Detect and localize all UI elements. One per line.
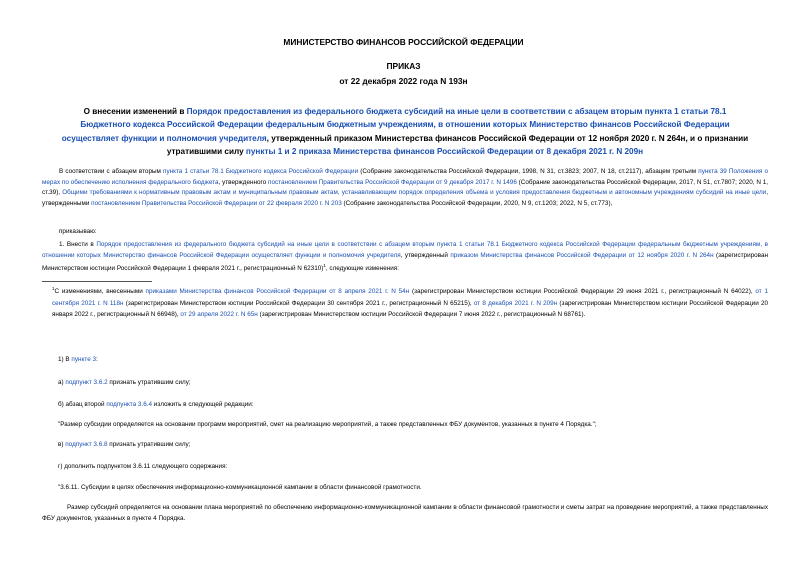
text: (Собрание законодательства Российской Федерации, 1998, N 31, ст.3823; 2007, N 18, ст.2117), абзацем третьим bbox=[358, 168, 699, 175]
link-order-264n[interactable]: приказом Министерства финансов Российской Федерации от 12 ноября 2020 г. N 264н bbox=[450, 251, 714, 259]
text: 1. Внести в bbox=[59, 241, 97, 248]
text: , утвержденный bbox=[400, 251, 451, 259]
text: в) bbox=[58, 441, 66, 448]
link-3-6-2[interactable]: подпункт 3.6.2 bbox=[65, 379, 108, 386]
text: В соответствии с абзацем вторым bbox=[59, 168, 164, 175]
ministry-heading: МИНИСТЕРСТВО ФИНАНСОВ РОССИЙСКОЙ ФЕДЕРАЦИИ bbox=[283, 37, 524, 47]
link-order-118n[interactable]: от 1 сентября 2021 г. N 118н bbox=[52, 288, 768, 307]
subitem-v bbox=[58, 440, 190, 450]
text: (зарегистрирован Министерством юстиции Российской Федерации 7 июня 2022 г., регистрационный N 68761). bbox=[257, 311, 586, 319]
footnote-divider bbox=[42, 281, 152, 282]
text: признать утратившим силу; bbox=[107, 379, 191, 386]
preamble-paragraph bbox=[42, 167, 768, 209]
link-3-6-4[interactable]: подпункта 3.6.4 bbox=[106, 401, 153, 408]
footnote bbox=[52, 283, 768, 321]
subitem-a bbox=[58, 378, 191, 388]
text: а) bbox=[58, 379, 66, 386]
subitem-g: г) дополнить подпунктом 3.6.11 следующего содержания: bbox=[58, 463, 228, 470]
link-procedure[interactable]: Порядок предоставления из федерального бюджета субсидий на иные цели в соответствии с абзацем вторым пункта 1 статьи 78.1 Бюджетного кодекса Российской Федерации федеральным бюджетным учреждениям, в отношении которых Министерство финансов Российской Федерации осуществляет функции и полномочия учредителя bbox=[42, 241, 768, 259]
link-3-6-8[interactable]: подпункт 3.6.8 bbox=[65, 441, 108, 448]
text: изложить в следующей редакции: bbox=[152, 401, 254, 408]
link-order-65n[interactable]: от 29 апреля 2022 г. N 65н bbox=[180, 311, 258, 319]
link-regulation-39[interactable]: пункта 39 Положения о мерах по обеспечению исполнения федерального бюджета bbox=[42, 168, 768, 186]
order-word: приказываю: bbox=[59, 228, 97, 235]
link-general-requirements[interactable]: Общими требованиями к нормативным правовым актам и муниципальным правовым актам, устанавливающим порядок определения объема и условия предоставления бюджетным и автономным учреждениям субсидий на иные цели bbox=[62, 189, 767, 197]
link-resolution-203[interactable]: постановлением Правительства Российской Федерации от 22 февраля 2020 г. N 203 bbox=[91, 199, 342, 207]
link-resolution-1496[interactable]: постановлением Правительства Российской Федерации от 9 декабря 2017 г. N 1496 bbox=[268, 178, 517, 186]
text: (зарегистрирован Министерством юстиции Российской Федерации 1 февраля 2021 г., регистрационный N 62310) bbox=[42, 251, 769, 273]
text: (зарегистрирован Министерством юстиции Российской Федерации 29 июня 2021 г., регистрационный N 64022), bbox=[409, 288, 756, 296]
subitem-b bbox=[58, 400, 254, 410]
text: 1) В bbox=[58, 356, 72, 363]
link-item-3[interactable]: пункте 3 bbox=[71, 356, 97, 363]
footnote-ref[interactable]: 1 bbox=[323, 263, 326, 269]
text: б) абзац второй bbox=[58, 401, 107, 408]
link-budget-code[interactable]: пункта 1 статьи 78.1 Бюджетного кодекса Российской Федерации bbox=[163, 168, 359, 175]
quote-3-6-4: "Размер субсидии определяется на основании программ мероприятий, смет на реализацию мероприятий, а также представленных ФБУ документов, указанных в пункте 4 Порядка."; bbox=[58, 421, 597, 428]
text: , утвержденными bbox=[42, 189, 768, 207]
text: С изменениями, внесенными bbox=[54, 288, 146, 296]
item-1-paragraph bbox=[42, 240, 768, 275]
subitem-1 bbox=[58, 355, 98, 365]
quote-3-6-11-size: Размер субсидий определяется на основании плана мероприятий по обеспечению информационно-коммуникационной кампании в области финансовой грамотности и сметы затрат на проведение мероприятий, а также представленных ФБУ документов, указанных в пункте 4 Порядка. bbox=[42, 504, 768, 522]
title-link-items[interactable]: пункты 1 и 2 приказа Министерства финансов Российской Федерации от 8 декабря 2021 г. N 209н bbox=[245, 146, 644, 156]
text: : bbox=[96, 356, 98, 363]
quote-3-6-11: "3.6.11. Субсидии в целях обеспечения информационно-коммуникационной кампании в области финансовой грамотности. bbox=[58, 484, 422, 491]
title-text-2: , утвержденный приказом Министерства финансов Российской Федерации от 12 ноября 2020 г. N 264н, и о признании утратившими силу bbox=[166, 133, 749, 156]
link-order-209n[interactable]: от 8 декабря 2021 г. N 209н bbox=[473, 299, 558, 307]
link-order-54n[interactable]: приказами Министерства финансов Российской Федерации от 8 апреля 2021 г. N 54н bbox=[145, 288, 410, 296]
text: признать утратившим силу; bbox=[107, 441, 191, 448]
text: , следующие изменения: bbox=[325, 265, 399, 273]
document-title bbox=[60, 105, 750, 158]
title-text-1: О внесении изменений в bbox=[83, 107, 187, 116]
text: (зарегистрирован Министерством юстиции Российской Федерации 20 января 2022 г., регистрационный N 66948), bbox=[52, 299, 769, 319]
doc-type-heading: ПРИКАЗ bbox=[386, 61, 421, 71]
text: , утвержденного bbox=[218, 178, 269, 186]
text: (Собрание законодательства Российской Федерации, 2020, N 9, ст.1203; 2022, N 5, ст.773), bbox=[341, 199, 613, 207]
title-link-order[interactable]: Порядок предоставления из федерального бюджета субсидий на иные цели в соответствии с абзацем вторым пункта 1 статьи 78.1 Бюджетного кодекса Российской Федерации федеральным бюджетным учреждениям, в отношении которых Министерство финансов Российской Федерации осуществляет функции и полномочия учредителя bbox=[61, 107, 730, 143]
footnote-mark: 1 bbox=[52, 286, 55, 291]
date-number-heading: от 22 декабря 2022 года N 193н bbox=[339, 76, 468, 86]
text: (Собрание законодательства Российской Федерации, 2017, N 51, ст.7807; 2020, N 1, ст.39), bbox=[42, 178, 769, 197]
text: (зарегистрирован Министерством юстиции Российской Федерации 30 сентября 2021 г., регистрационный N 65215), bbox=[123, 299, 474, 307]
